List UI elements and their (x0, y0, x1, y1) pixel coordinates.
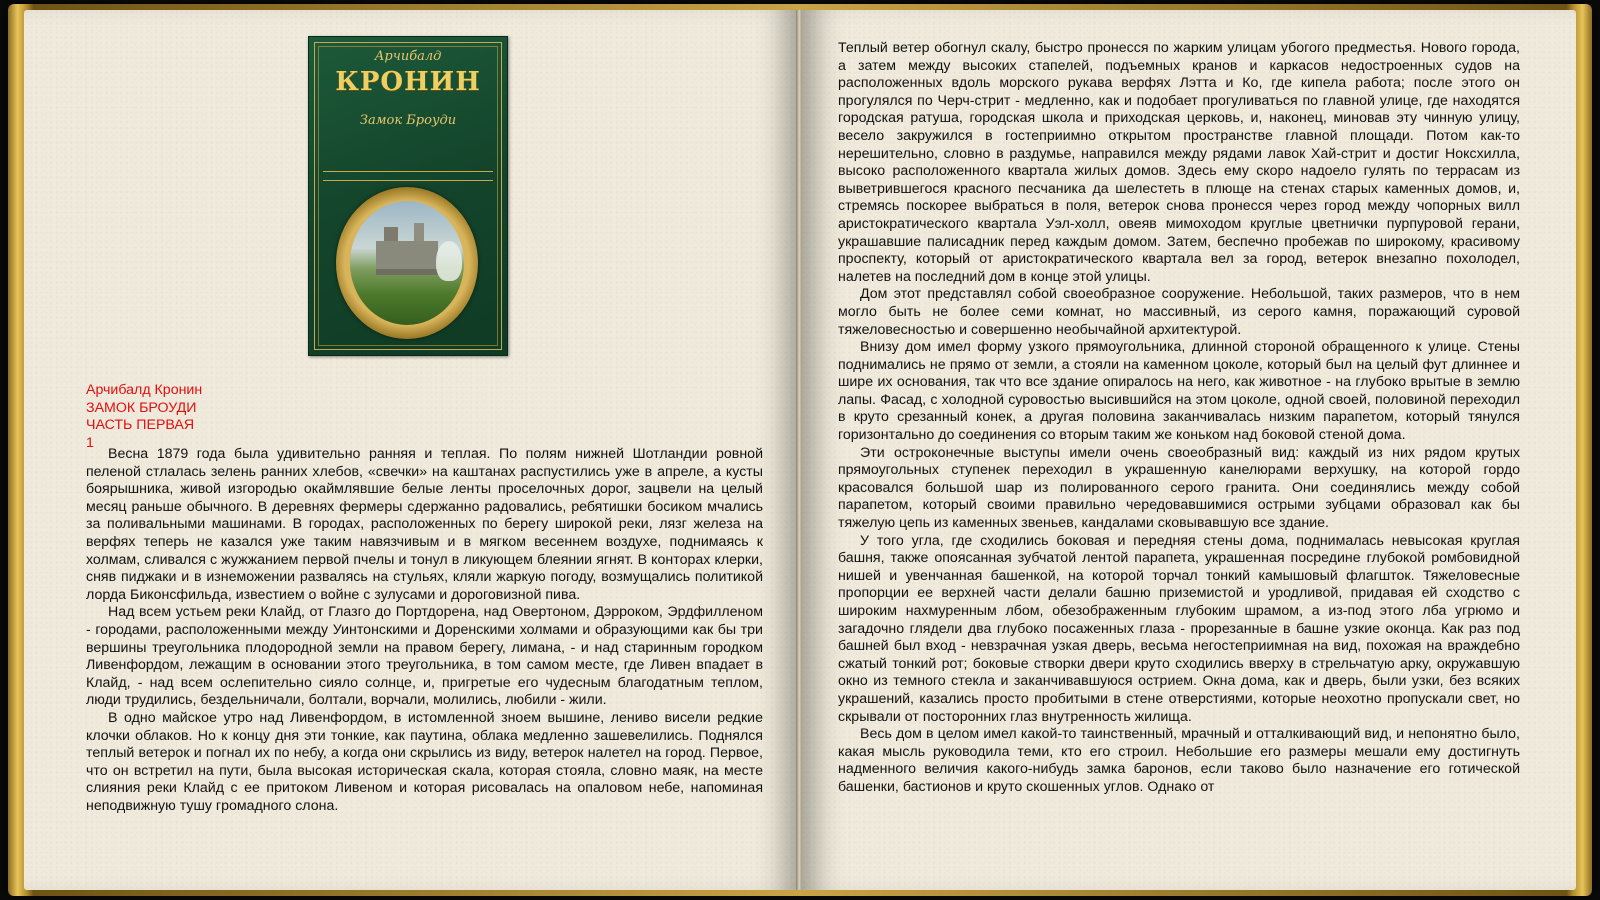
castle-illustration (350, 201, 464, 325)
paragraph: Дом этот представлял собой своеобразное сооружение. Небольшой, таких размеров, что в нем могло быть не более семи комнат, но массивный, из серого камня, поражающий суровой тяжеловесностью и совершенно необычайной архитектурой. (838, 286, 1520, 338)
cover-ornament-band (323, 171, 493, 181)
left-page[interactable] (24, 10, 798, 890)
blossom-tree-shape (436, 241, 462, 281)
paragraph: Внизу дом имел форму узкого прямоугольника, длинной стороной обращенного к улице. Стены поднимались не прямо от земли, а стояли на каменном цоколе, который был на целый фут длиннее и шире их основания, так что все здание опиралось на него, как животное - на глубоко врытые в землю лапы. Фасад, с холодной суровостью высившийся на этом цоколе, одной своей, половиной переходил в круто срезанный конек, а другая половина заканчивалась низким парапетом, который тянулся горизонтально до соединения со вторым таким же коньком над боковой стеной дома. (838, 339, 1520, 444)
cover-title: Замок Броуди (359, 113, 457, 128)
paragraph: Эти остроконечные выступы имели очень своеобразный вид: каждый из них рядом крутых прямоугольных ступенек переходил в украшенную канелюрами верхушку, на которой гордо красовался большой шар из полированного серого гранита. Они соединялись между собой парапетом, который своими правильно чередовавшимися острыми зубцами образовал как бы тяжелую цепь из каменных звеньев, кандалами сковывавшую все здание. (838, 444, 1520, 532)
paragraph: В одно майское утро над Ливенфордом, в истомленной зноем вышине, лениво висели редкие клочки облаков. Но к концу дня эти тонкие, как паутина, облака медленно зашевелились. Поднялся теплый ветерок и погнал их по небу, а когда они скрылись из виду, ветерок налетел на город. Первое, что он встретил на пути, была высокая историческая скала, которая стояла, словно маяк, на месте слияния реки Клайд с ее притоком Ливеном и которая рисовалась на опаловом небе, напоминая неподвижную тушу громадного слона. (86, 709, 763, 814)
open-book (8, 4, 1592, 896)
paragraph: Теплый ветер обогнул скалу, быстро пронесся по жарким улицам убогого предместья. Нового города, а затем между высоких стапелей, подъемных кранов и каркасов недостроенных судов на расположенных вдоль морского рукава верфях Лэтта и Ко, где кипела работа; после этого он прогулялся по Черч-стрит - медленно, как и подобает прогуливаться по главной улице, где находятся городская ратуша, городская школа и приходская церковь, и, наконец, миновав эту чинную улицу, весело закружился в гостеприимно открытом пространстве главной площади. Потом как-то нерешительно, словно в раздумье, направился между рядами лавок Хай-стрит и достиг Ноксхилла, высоко расположенного квартала жилых домов. Здесь ему скоро надоело гулять по террасам из выветрившегося красного песчаника да шелестеть в плюще на стенах старых каменных домов, и, стремясь поскорее выбраться в поля, ветерок снова пронесся через город между чопорных вилл аристократического квартала Уэл-холл, овеяв мимоходом круглые цветнички пурпуровой герани, украшавшие палисадник перед каждым домом. Затем, беспечно пробежав по широкому, красивому проспекту, который от аристократического квартала вел за город, ветерок внезапно похолодел, налетев на последний дом в конце этой улицы. (838, 40, 1520, 285)
heading-part: ЧАСТЬ ПЕРВАЯ (86, 417, 195, 434)
paragraph: У того угла, где сходились боковая и передняя стены дома, поднималась невысокая круглая башня, также опоясанная зубчатой лентой парапета, украшенная посредине глубокой ромбовидной нишей и увенчанная башенкой, на которой торчал тонкий камышовый флагшток. Тяжеловесные пропорции ее верхней части делали башню приземистой и уродливой, придавая ей сходство с широким нахмуренным лбом, обезображенным глубоким шрамом, а из-под этого лба угрюмо и загадочно глядели два глубоко посаженных глаза - прорезанные в башне узкие оконца. Как раз под башней был вход - невзрачная узкая дверь, весьма негостеприимная на вид, похожая на враждебно сжатый тонкий рот; боковые створки двери круто сходились вверху в стрельчатую арку, окружавшую окно из темного стекла и заканчивавшуюся острием. Окна дома, как и дверь, были узки, без всяких украшений, казались просто пробитыми в стене отверстиями, которые неохотно пропускали свет, но скрывали от посторонних глаз внутренность жилища. (838, 532, 1520, 725)
heading-author: Арчибалд Кронин (86, 382, 203, 398)
cover-medallion (336, 187, 478, 339)
cover-author-first-name: Арчибалд (374, 49, 442, 64)
paragraph: Весь дом в целом имел какой-то таинственный, мрачный и отталкивающий вид, и непонятно было, какая мысль руководила теми, кто его строил. Небольшие его размеры мешали ему достигнуть надменного величия какого-нибудь замка баронов, если таково было назначение его готической башенки, бастионов и круто скошенных углов. Однако от (838, 726, 1520, 795)
right-page-text (838, 40, 1520, 797)
left-page-text (86, 446, 763, 815)
paragraph: Над всем устьем реки Клайд, от Глазго до Портдорена, над Овертоном, Дэрроком, Эрдфилленом - городами, расположенными между Уинтонскими и Доренскими холмами и образующими как бы три вершины треугольника плодородной земли на правом берегу, лимана, - и над старинным городком Ливенфордом, лежащим в основании этого треугольника, в том самом месте, где Ливен впадает в Клайд, - над всем ослепительно сияло солнце, и, пригретые его чудесным благодатным теплом, люди трудились, бездельничали, болтали, ворчали, молились, любили - жили. (86, 604, 763, 709)
cover-author-surname: КРОНИН (335, 67, 481, 97)
castle-shape (376, 241, 438, 275)
right-page[interactable] (802, 10, 1576, 890)
heading-chapter-number: 1 (86, 434, 94, 451)
paragraph: Весна 1879 года была удивительно ранняя и теплая. По полям нижней Шотландии ровной пеленой стлалась зелень ранних хлебов, «свечки» на каштанах распустились уже в апреле, а кусты боярышника, живой изгородью окаймлявшие белые ленты проселочных дорог, зацвели на целый месяц раньше обычного. В деревнях фермеры сдержанно радовались, ребятишки босиком мчались за поливальными машинами. В городах, расположенных по берегу широкой реки, лязг железа на верфях теперь не казался уже таким навязчивым и в мягком весеннем воздухе, поднимаясь к холмам, сливался с жужжанием первой пчелы и тонул в ликующем блеянии ягнят. В конторах клерки, сняв пиджаки и в изнеможении развалясь на стульях, кляли жаркую погоду, возмущались политикой лорда Биконсфильда, известием о войне с зулусами и дороговизной пива. (86, 446, 763, 603)
heading-book-title: ЗАМОК БРОУДИ (86, 399, 197, 416)
book-cover-image (308, 36, 508, 356)
chapter-heading (86, 382, 202, 452)
